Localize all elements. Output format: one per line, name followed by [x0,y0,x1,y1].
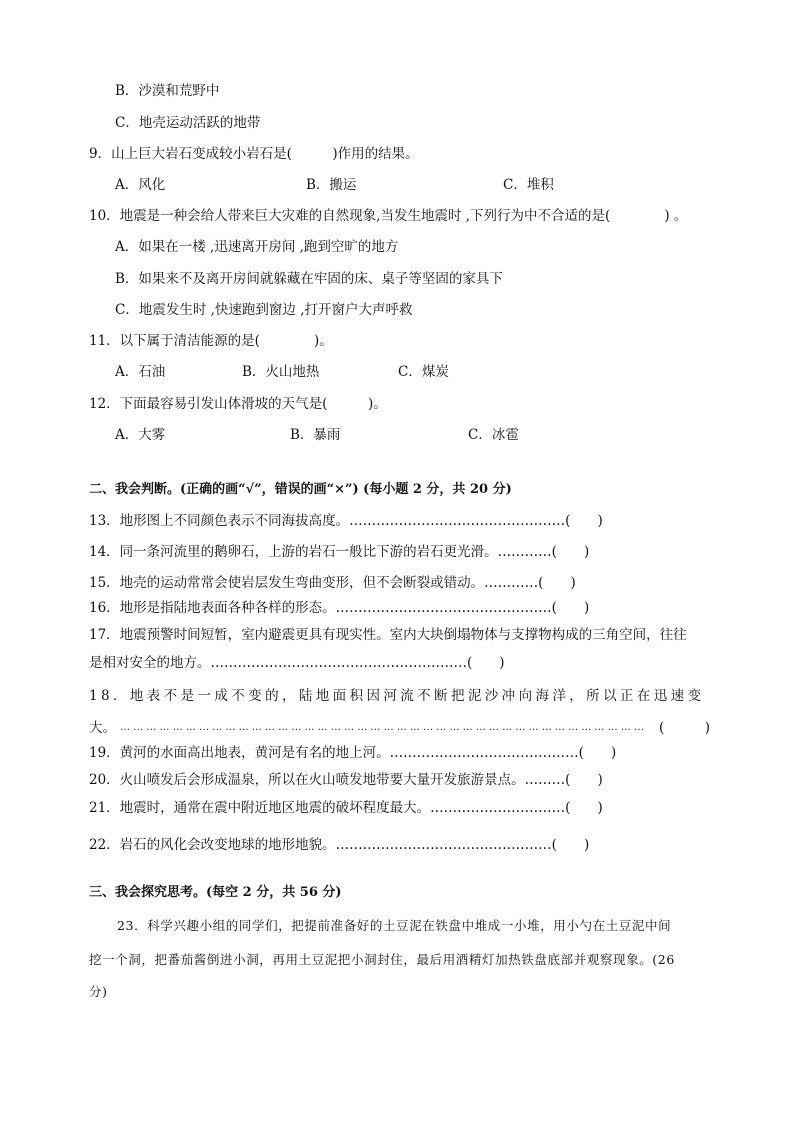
q21: 21．地震时，通常在震中附近地区地震的破坏程度最大。…………………………( ) [89,800,603,816]
q9-stem: 9．山上巨大岩石变成较小岩石是( )作用的结果。 [89,146,419,162]
q9-option-a: A．风化 [115,177,166,193]
q22: 22．岩石的风化会改变地球的地形地貌。…………………………………………( ) [89,837,590,853]
q13: 13．地形图上不同颜色表示不同海拔高度。…………………………………………( ) [89,513,603,529]
q8-option-b: B．沙漠和荒野中 [115,83,220,99]
q11-option-a: A．石油 [115,364,166,380]
q12-option-c: C．冰雹 [468,427,519,443]
q10-option-b: B．如果来不及离开房间就躲藏在牢固的床、桌子等坚固的家具下 [115,271,503,287]
q16: 16．地形是指陆地表面各种各样的形态。…………………………………………( ) [89,600,590,616]
q17-line-1: 17．地震预警时间短暂，室内避震更具有现实性。室内大块倒塌物体与支撑物构成的三角空间，往往 [89,627,687,643]
section-2-title: 二、我会判断。(正确的画“√”，错误的画“×”) (每小题 2 分，共 20 分) [89,482,512,497]
q12-option-b: B．暴雨 [290,427,341,443]
q11-option-b: B．火山地热 [242,364,320,380]
q23-line-3: 分) [89,984,108,999]
q9-option-c: C．堆积 [503,177,554,193]
q10-option-c: C．地震发生时 ,快速跑到窗边 ,打开窗户大声呼救 [115,302,413,318]
q12-stem: 12．下面最容易引发山体滑坡的天气是( )。 [89,396,387,412]
q10-stem: 10．地震是一种会给人带来巨大灾难的自然现象,当发生地震时 ,下列行为中不合适的是( ) 。 [89,208,688,224]
q11-option-c: C．煤炭 [398,364,449,380]
section-3-title: 三、我会探究思考。(每空 2 分，共 56 分) [89,885,342,900]
q18-line-2-dots: … … … … … … … … … … … … … … … … … … … … … … … … … … … … … … … … … … … … … … … … [120,722,644,733]
q20: 20．火山喷发后会形成温泉，所以在火山喷发地带要大量开发旅游景点。………( ) [89,772,603,788]
q19: 19．黄河的水面高出地表，黄河是有名的地上河。……………………………………( ) [89,745,617,761]
q17-line-2: 是相对安全的地方。…………………………………………………( ) [89,655,505,671]
q14: 14．同一条河流里的鹅卵石，上游的岩石一般比下游的岩石更光滑。…………( ) [89,544,590,560]
q9-option-b: B．搬运 [306,177,357,193]
q18-line-1: 18．地表不是一成不变的，陆地面积因河流不断把泥沙冲向海洋，所以正在迅速变 [89,688,705,704]
q23-line-2: 挖一个洞，把番茄酱倒进小洞，再用土豆泥把小洞封住，最后用酒精灯加热铁盘底部并观察现象。(26 [89,952,675,967]
q15: 15．地壳的运动常常会使岩层发生弯曲变形，但不会断裂或错动。…………( ) [89,575,576,591]
q11-stem: 11．以下属于清洁能源的是( )。 [89,333,333,349]
q8-option-c: C．地壳运动活跃的地带 [115,115,261,131]
q23-line-1: 23．科学兴趣小组的同学们，把提前准备好的土豆泥在铁盘中堆成一小堆，用小勺在土豆泥中间 [117,918,672,933]
q10-option-a: A．如果在一楼 ,迅速离开房间 ,跑到空旷的地方 [115,239,399,255]
q18-line-2-paren: ( ) [659,720,711,736]
q12-option-a: A．大雾 [115,427,166,443]
q18-line-2-start: 大。 [89,720,116,736]
